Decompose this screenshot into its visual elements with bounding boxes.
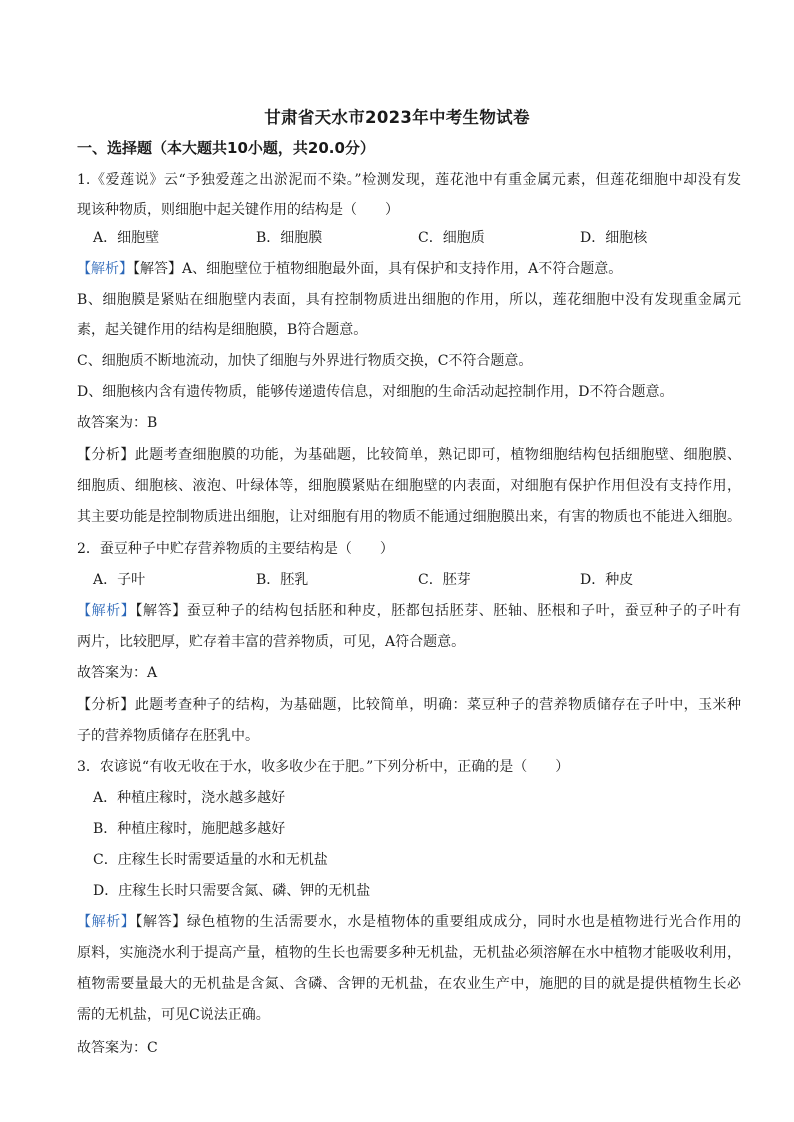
analysis-tag: 【解析】 [77, 914, 136, 930]
q3-stem: 3．农谚说“有收无收在于水，收多收少在于肥。”下列分析中，正确的是（ ） [77, 759, 570, 775]
q1-analysis-line1: 【分析】此题考查细胞膜的功能，为基础题，比较简单，熟记即可，植物细胞结构包括细胞壁、细胞膜、 [77, 447, 741, 463]
answer-tag: 【解答】 [135, 914, 187, 930]
q1-stem-line2: 现该种物质，则细胞中起关键作用的结构是（ ） [77, 202, 399, 218]
q3-explanation-line2: 原料，实施浇水利于提高产量，植物的生长也需要多种无机盐，无机盐必须溶解在水中植物才能吸收利用， [77, 945, 741, 961]
q3-explanation-line4: 需的无机盐，可见C说法正确。 [77, 1007, 270, 1023]
q1-answer: 故答案为：B [77, 415, 158, 431]
q1-explanation-line1: 【解析】【解答】A、细胞壁位于植物细胞最外面，具有保护和支持作用，A不符合题意。 [77, 261, 623, 277]
q1-analysis-line3: 其主要功能是控制物质进出细胞，让对细胞有用的物质不能通过细胞膜出来，有害的物质也不能进入细胞。 [77, 509, 741, 525]
q3-explanation-line1: 【解析】【解答】绿色植物的生活需要水，水是植物体的重要组成成分，同时水也是植物进行光合作用的 [77, 914, 742, 930]
q1-explanation-line4: C、细胞质不断地流动，加快了细胞与外界进行物质交换，C不符合题意。 [77, 353, 533, 369]
section-heading: 一、选择题（本大题共10小题，共20.0分） [77, 139, 375, 157]
q2-answer: 故答案为：A [77, 665, 158, 681]
q1-option-b: B．细胞膜 [256, 230, 323, 246]
q3-option-c: C．庄稼生长时需要适量的水和无机盐 [93, 852, 328, 868]
analysis-tag: 【解析】 [77, 261, 133, 277]
q3-option-d: D．庄稼生长时只需要含氮、磷、钾的无机盐 [93, 883, 371, 899]
q2-option-b: B．胚乳 [256, 572, 309, 588]
q1-explanation-line2: B、细胞膜是紧贴在细胞壁内表面，具有控制物质进出细胞的作用，所以，莲花细胞中没有发现重金属元 [77, 292, 741, 308]
q3-answer: 故答案为：C [77, 1040, 158, 1056]
q1-analysis-line2: 细胞质、细胞核、液泡、叶绿体等，细胞膜紧贴在细胞壁的内表面，对细胞有保护作用但没有支持作用， [77, 478, 741, 494]
q1-option-c: C．细胞质 [418, 230, 485, 246]
q2-analysis-line2: 子的营养物质储存在胚乳中。 [77, 728, 259, 744]
q3-explanation-line3: 植物需要量最大的无机盐是含氮、含磷、含钾的无机盐，在农业生产中，施肥的目的就是提供植物生长必 [77, 976, 741, 992]
q3-option-b: B．种植庄稼时，施肥越多越好 [93, 821, 286, 837]
q2-option-d: D．种皮 [580, 572, 634, 588]
answer-tag: 【解答】 [135, 603, 187, 619]
q1-explanation-line3: 素，起关键作用的结构是细胞膜，B符合题意。 [77, 322, 368, 338]
q1-stem-line1: 1.《爱莲说》云“予独爱莲之出淤泥而不染。”检测发现，莲花池中有重金属元素，但莲花细胞中却没有发 [77, 172, 741, 188]
q2-analysis-line1: 【分析】此题考查种子的结构，为基础题，比较简单，明确：菜豆种子的营养物质储存在子叶中，玉米种 [77, 697, 741, 713]
q2-stem: 2．蚕豆种子中贮存营养物质的主要结构是（ ） [77, 541, 394, 557]
q2-explanation-line2: 两片，比较肥厚，贮存着丰富的营养物质，可见，A符合题意。 [77, 634, 466, 650]
q3-option-a: A．种植庄稼时，浇水越多越好 [93, 790, 286, 806]
analysis-tag: 【解析】 [77, 603, 136, 619]
q1-explanation-line5: D、细胞核内含有遗传物质，能够传递遗传信息，对细胞的生命活动起控制作用，D不符合题意。 [77, 384, 674, 400]
answer-tag: 【解答】 [133, 261, 182, 277]
q2-explanation-line1: 【解析】【解答】蚕豆种子的结构包括胚和种皮，胚都包括胚芽、胚轴、胚根和子叶，蚕豆种子的子叶有 [77, 603, 742, 619]
q2-option-c: C．胚芽 [418, 572, 471, 588]
q1-option-d: D．细胞核 [580, 230, 648, 246]
q2-option-a: A．子叶 [93, 572, 146, 588]
q1-option-a: A．细胞壁 [93, 230, 160, 246]
page-title: 甘肃省天水市2023年中考生物试卷 [264, 108, 530, 127]
